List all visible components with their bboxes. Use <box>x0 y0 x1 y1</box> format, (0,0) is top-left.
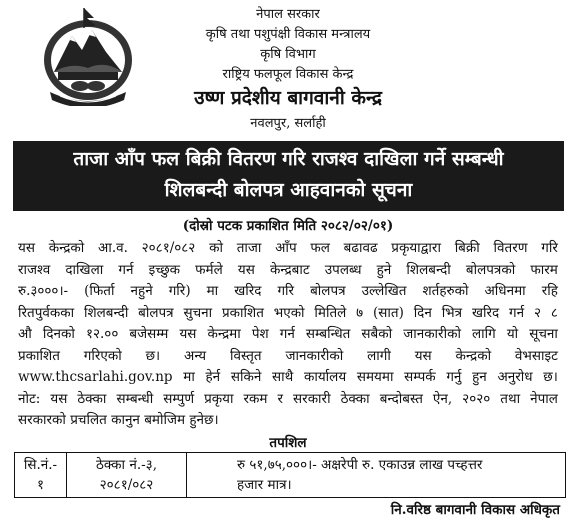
body-word: बन्दोबस्त <box>379 390 423 407</box>
body-word: कार्यालय <box>303 369 347 385</box>
body-word: अधिनमा <box>484 283 526 299</box>
body-word: ठेक्का <box>340 390 370 407</box>
body-line <box>18 367 558 389</box>
body-word: खरिद <box>471 304 500 321</box>
body-word: रकम <box>243 390 268 407</box>
body-word: सरकारी <box>293 390 331 407</box>
body-word: ८ <box>550 304 558 321</box>
body-word: सम्पुर्ण <box>163 390 195 407</box>
body-word: रहि <box>541 283 558 299</box>
body-word: औ <box>18 326 32 342</box>
body-word: फारम <box>530 261 558 278</box>
body-word: सम्बन्धित <box>305 326 351 342</box>
body-word: यो <box>506 326 519 342</box>
body-word: साथै <box>272 369 294 385</box>
amount-cell: रु ५१,७५,०००।- अक्षरेपी रु. एकाउन्न लाख पच्हत्तर हजार मात्र। <box>187 453 566 498</box>
body-word: राजश्व <box>18 261 51 278</box>
body-word: यस <box>237 261 255 278</box>
body-word: २०२० <box>462 390 491 407</box>
body-word: नेपाल <box>530 390 558 407</box>
body-word: मा <box>183 369 195 385</box>
body-word: छ। <box>145 347 161 364</box>
header-office-name: उष्ण प्रदेशीय बागवानी केन्द्र <box>194 87 382 109</box>
body-word: बोलपत्र <box>138 304 174 321</box>
contract-number-cell: ठेक्का नं.-३, २०८१/०८२ <box>67 453 187 498</box>
body-word: ताजा <box>236 240 262 256</box>
header-address: नवलपुर, सर्लाही <box>250 116 326 131</box>
body-word: यस <box>414 347 432 364</box>
body-line <box>18 324 558 346</box>
body-word: नोट: <box>18 390 41 407</box>
body-word: तथा <box>500 390 521 407</box>
body-line <box>18 260 558 282</box>
body-word: लागी <box>367 347 391 364</box>
body-word: इच्छुक <box>148 261 180 278</box>
notice-title-banner <box>13 141 564 211</box>
header-government: नेपाल सरकार <box>256 7 320 22</box>
body-word: सूचना <box>529 326 558 342</box>
body-line <box>18 346 558 368</box>
table-row <box>15 453 566 498</box>
body-word: वेभसाइट <box>514 347 558 364</box>
body-word: खरिद <box>234 283 262 299</box>
body-word: गरिएको <box>83 347 122 364</box>
serial-number-cell: सि.नं.- १ <box>15 453 67 498</box>
body-word: गरि <box>277 283 295 299</box>
body-word: जानकारीको <box>285 347 344 364</box>
body-word: केन्द्रको <box>455 347 492 364</box>
body-word: ठेक्का <box>77 390 107 407</box>
body-word: केन्द्रमा <box>207 326 241 342</box>
body-word: सकिने <box>230 369 262 385</box>
body-line: सरकारको प्रचलित कानुन बमोजिम हुनेछ। <box>18 412 219 428</box>
body-word: गर्न <box>509 304 525 321</box>
header-ministry: कृषि तथा पशुपंक्षी विकास मन्त्रालय <box>205 27 371 42</box>
body-word: भित्र <box>441 304 463 321</box>
body-word: दिन <box>413 304 432 321</box>
body-word: आ.व. <box>98 240 128 256</box>
body-word: प्रकाशित <box>221 304 264 321</box>
body-word: समयमा <box>356 369 394 385</box>
body-word: प्रकाशित <box>18 347 60 364</box>
body-line <box>18 303 558 325</box>
body-word: जानकारीको <box>403 326 461 342</box>
publication-date: (दोस्रो पटक प्रकाशित मिति २०८२/०२/०१) <box>182 218 394 234</box>
body-word: बोलपत्रको <box>465 261 516 278</box>
body-word: रितपुर्वकका <box>18 304 75 321</box>
notice-title-line-2: शिलबन्दी बोलपत्र आहवानको सूचना <box>164 179 413 201</box>
body-word: सम्पर्क <box>404 369 436 385</box>
body-word: केन्द्रबाट <box>269 261 310 278</box>
body-word: सम्बन्धी <box>116 390 154 407</box>
body-word: फर्मले <box>195 261 223 278</box>
body-word: हुन <box>472 369 487 385</box>
body-word: दाखिला <box>65 261 104 278</box>
body-word: (सात) <box>373 304 404 321</box>
body-word: बोलपत्र <box>310 283 346 299</box>
body-word: गरि <box>541 240 558 256</box>
body-word: प्रकृया <box>204 390 234 407</box>
body-word: दिनको <box>42 326 75 342</box>
body-word: बजेसम्म <box>129 326 169 342</box>
body-word: गर्न <box>279 326 295 342</box>
body-word: पेश <box>251 326 269 342</box>
body-word: गरि) <box>168 283 191 299</box>
body-word: मा <box>206 283 219 299</box>
body-word: बिक्री <box>454 240 480 256</box>
body-word: शिलबन्दी <box>83 304 129 321</box>
body-word: यस <box>50 390 68 407</box>
body-word: विस्तृत <box>229 347 262 364</box>
body-word: २ <box>533 304 541 321</box>
body-word: नहुने <box>130 283 153 299</box>
body-word: गर्न <box>118 261 134 278</box>
body-word: लागि <box>472 326 496 342</box>
body-word: हुने <box>376 261 392 278</box>
body-word: को <box>209 240 223 256</box>
header-national-center: राष्ट्रिय फलफूल विकास केन्द्र <box>222 67 354 82</box>
body-word: शिलबन्दी <box>406 261 451 278</box>
header-department: कृषि विभाग <box>260 47 316 62</box>
details-table <box>14 452 566 498</box>
body-word: वितरण <box>493 240 528 256</box>
notice-title-line-1: ताजा आँप फल बिक्री वितरण गरि राजश्व दाखिला गर्ने सम्बन्धी <box>73 148 504 170</box>
body-word: ऐन, <box>432 390 453 407</box>
body-word: केन्द्रको <box>48 240 85 256</box>
body-word: रु.३०००।- <box>18 283 69 299</box>
body-word: शर्तहरुको <box>422 283 469 299</box>
website-link-text: www.thcsarlahi.gov.np <box>18 369 173 385</box>
body-word: आँप <box>275 240 297 256</box>
body-line <box>18 389 558 411</box>
body-word: उपलब्ध <box>324 261 362 278</box>
body-word: यस <box>179 326 197 342</box>
letterhead <box>0 0 576 140</box>
body-word: सबैको <box>361 326 393 342</box>
body-word: ७ <box>356 304 364 321</box>
body-word: छ। <box>543 369 558 385</box>
body-word: १२.०० <box>85 326 119 342</box>
body-word: अन्य <box>184 347 207 364</box>
body-word: हेर्न <box>205 369 221 385</box>
body-word: प्रकृयाद्वारा <box>391 240 441 256</box>
body-word: उल्लेखित <box>361 283 407 299</box>
body-word: फल <box>310 240 330 256</box>
body-word: यस <box>18 240 35 256</box>
body-word: (फिर्ता <box>84 283 115 299</box>
signatory-title: नि.वरिष्ठ बागवानी विकास अधिकृत <box>390 502 560 518</box>
body-word: र <box>277 390 284 407</box>
body-word: बढावढ <box>343 240 378 256</box>
notice-body <box>18 238 558 432</box>
body-line <box>18 238 558 260</box>
body-line <box>18 281 558 303</box>
body-word: सुचना <box>183 304 213 321</box>
details-heading: तपशिल <box>269 435 307 451</box>
body-word: अनुरोध <box>497 369 533 385</box>
body-word: भएको <box>273 304 305 321</box>
body-word: मितिले <box>314 304 347 321</box>
body-word: गर्नु <box>446 369 462 385</box>
body-word: २०८१/०८२ <box>141 240 196 256</box>
